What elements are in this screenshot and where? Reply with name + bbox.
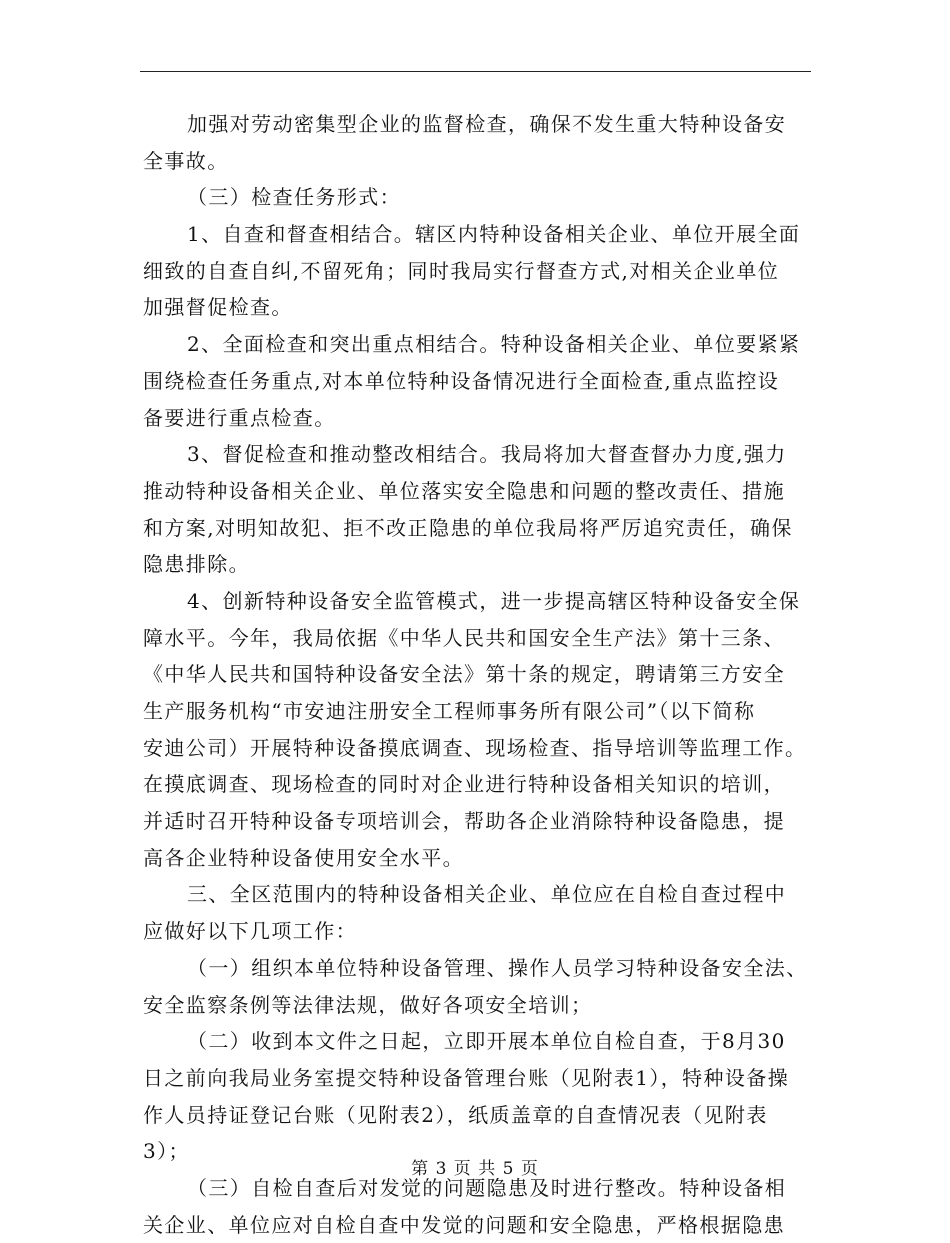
- text-line: （一）组织本单位特种设备管理、操作人员学习特种设备安全法、: [187, 955, 808, 980]
- text-line: （三）检查任务形式：: [187, 185, 401, 210]
- text-line: 隐患排除。: [143, 552, 250, 577]
- text-line: 在摸底调查、现场检查的同时对企业进行特种设备相关知识的培训，: [143, 772, 785, 797]
- text-line: 备要进行重点检查。: [143, 405, 336, 430]
- text-line: 生产服务机构“市安迪注册安全工程师事务所有限公司”（以下简称: [143, 699, 756, 723]
- text-line: 安全监察条例等法律法规，做好各项安全培训；: [143, 992, 593, 1017]
- text-line: 推动特种设备相关企业、单位落实安全隐患和问题的整改责任、措施: [143, 478, 785, 503]
- text-line: 3）；: [143, 1139, 190, 1164]
- text-line: 加强督促检查。: [143, 295, 293, 320]
- text-line: 2、全面检查和突出重点相结合。特种设备相关企业、单位要紧紧: [187, 332, 801, 357]
- document-body: [143, 106, 811, 1243]
- text-line: 和方案,对明知故犯、拒不改正隐患的单位我局将严厉追究责任，确保: [143, 515, 793, 540]
- text-line: 应做好以下几项工作：: [143, 919, 357, 944]
- text-line: 围绕检查任务重点,对本单位特种设备情况进行全面检查,重点监控设: [143, 368, 780, 393]
- text-line: 三、全区范围内的特种设备相关企业、单位应在自检自查过程中: [187, 882, 787, 907]
- text-line: 细致的自查自纠,不留死角；同时我局实行督查方式,对相关企业单位: [143, 258, 780, 283]
- text-line: 加强对劳动密集型企业的监督检查，确保不发生重大特种设备安: [187, 112, 787, 136]
- text-line: 3、督促检查和推动整改相结合。我局将加大督查督办力度,强力: [187, 442, 787, 467]
- text-line: 全事故。: [143, 148, 229, 173]
- text-line: 障水平。今年，我局依据《中华人民共和国安全生产法》第十三条、: [143, 625, 785, 650]
- text-line: 《中华人民共和国特种设备安全法》第十条的规定，聘请第三方安全: [143, 662, 785, 687]
- text-line: （二）收到本文件之日起，立即开展本单位自检自查，于8月30: [187, 1029, 786, 1054]
- text-line: 关企业、单位应对自检自查中发觉的问题和安全隐患，严格根据隐患: [143, 1212, 785, 1237]
- page-number: 第 3 页 共 5 页: [411, 1159, 539, 1179]
- text-line: 日之前向我局业务室提交特种设备管理台账（见附表1），特种设备操: [143, 1065, 790, 1090]
- text-line: 并适时召开特种设备专项培训会，帮助各企业消除特种设备隐患，提: [143, 809, 785, 834]
- text-line: 4、创新特种设备安全监管模式，进一步提高辖区特种设备安全保: [187, 588, 801, 613]
- text-line: 作人员持证登记台账（见附表2），纸质盖章的自查情况表（见附表: [143, 1102, 768, 1127]
- text-line: 1、自查和督查相结合。辖区内特种设备相关企业、单位开展全面: [187, 222, 801, 247]
- text-line: 安迪公司）开展特种设备摸底调查、现场检查、指导培训等监理工作。: [143, 735, 807, 760]
- header-rule: [140, 71, 811, 72]
- text-line: （三）自检自查后对发觉的问题隐患及时进行整改。特种设备相: [187, 1175, 787, 1200]
- text-line: 高各企业特种设备使用安全水平。: [143, 845, 464, 870]
